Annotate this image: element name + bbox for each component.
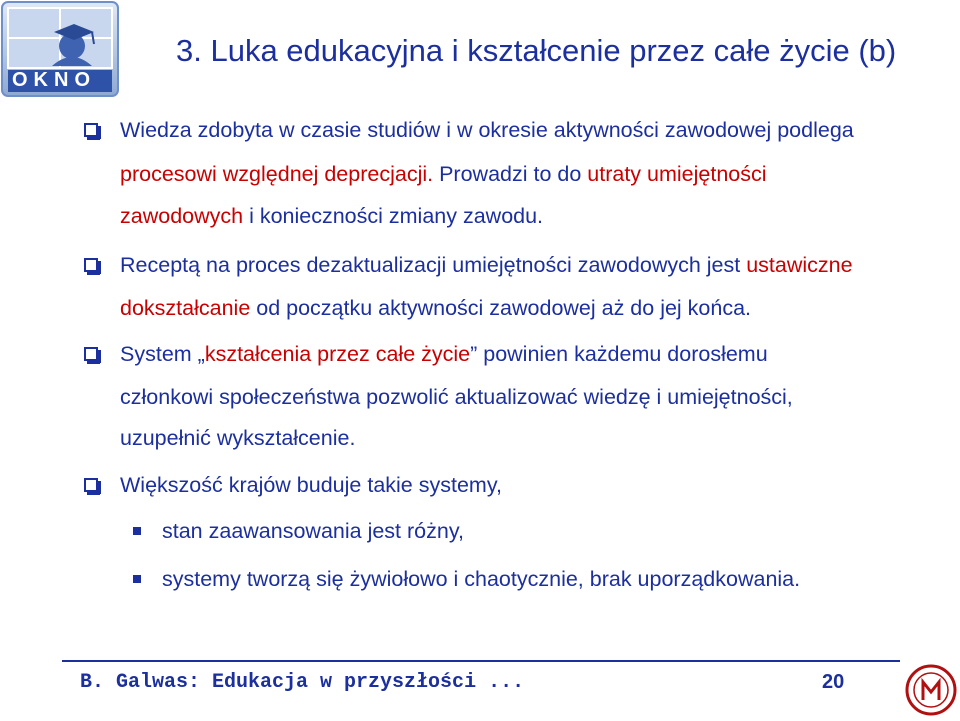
text-run: i konieczności zmiany zawodu. — [243, 204, 544, 228]
square-bullet-icon — [133, 527, 141, 535]
university-seal-icon — [905, 664, 957, 716]
text-run: Receptą na proces dezaktualizacji umiejętności zawodowych jest — [120, 253, 747, 277]
bullet-1-line-3 — [120, 202, 543, 230]
bullet-1-line-2 — [120, 160, 767, 188]
bullet-1-line-1 — [120, 116, 854, 144]
text-run: Większość krajów buduje takie systemy, — [120, 473, 502, 497]
text-run: od początku aktywności zawodowej aż do jej końca. — [250, 296, 752, 320]
bullet-3-line-1 — [120, 340, 768, 368]
checkbox-bullet-icon — [84, 258, 98, 272]
text-run: zawodowych — [120, 204, 244, 228]
sub-bullet-1: stan zaawansowania jest różny, — [162, 519, 464, 543]
footer-divider — [62, 660, 900, 662]
square-bullet-icon — [133, 575, 141, 583]
text-run: Wiedza zdobyta w czasie studiów i w okresie aktywności zawodowej podlega — [120, 118, 854, 142]
checkbox-bullet-icon — [84, 123, 98, 137]
page-number: 20 — [822, 671, 845, 693]
text-run: Prowadzi to do — [433, 162, 588, 186]
text-run: uzupełnić wykształcenie. — [120, 426, 356, 450]
text-run: ” powinien każdemu dorosłemu — [470, 342, 768, 366]
checkbox-bullet-icon — [84, 347, 98, 361]
text-run: kształcenia przez całe życie — [204, 342, 471, 366]
text-run: procesowi względnej deprecjacji. — [120, 162, 434, 186]
text-run: System „ — [120, 342, 205, 366]
text-run: utraty umiejętności — [587, 162, 767, 186]
bullet-2-line-2 — [120, 294, 751, 322]
bullet-3-line-3 — [120, 424, 355, 452]
bullet-3-line-2 — [120, 383, 793, 411]
bullet-4-line-1 — [120, 471, 502, 499]
sub-bullet-2: systemy tworzą się żywiołowo i chaotycznie, brak uporządkowania. — [162, 567, 801, 591]
text-run: dokształcanie — [120, 296, 251, 320]
logo-text: OKNO — [12, 69, 96, 91]
text-run: ustawiczne — [746, 253, 853, 277]
text-run: członkowi społeczeństwa pozwolić aktualizować wiedzę i umiejętności, — [120, 385, 793, 409]
page-title: 3. Luka edukacyjna i kształcenie przez całe życie (b) — [176, 33, 897, 68]
bullet-2-line-1 — [120, 251, 853, 279]
okno-logo — [0, 0, 122, 100]
checkbox-bullet-icon — [84, 478, 98, 492]
footer-author: B. Galwas: Edukacja w przyszłości ... — [80, 671, 525, 694]
